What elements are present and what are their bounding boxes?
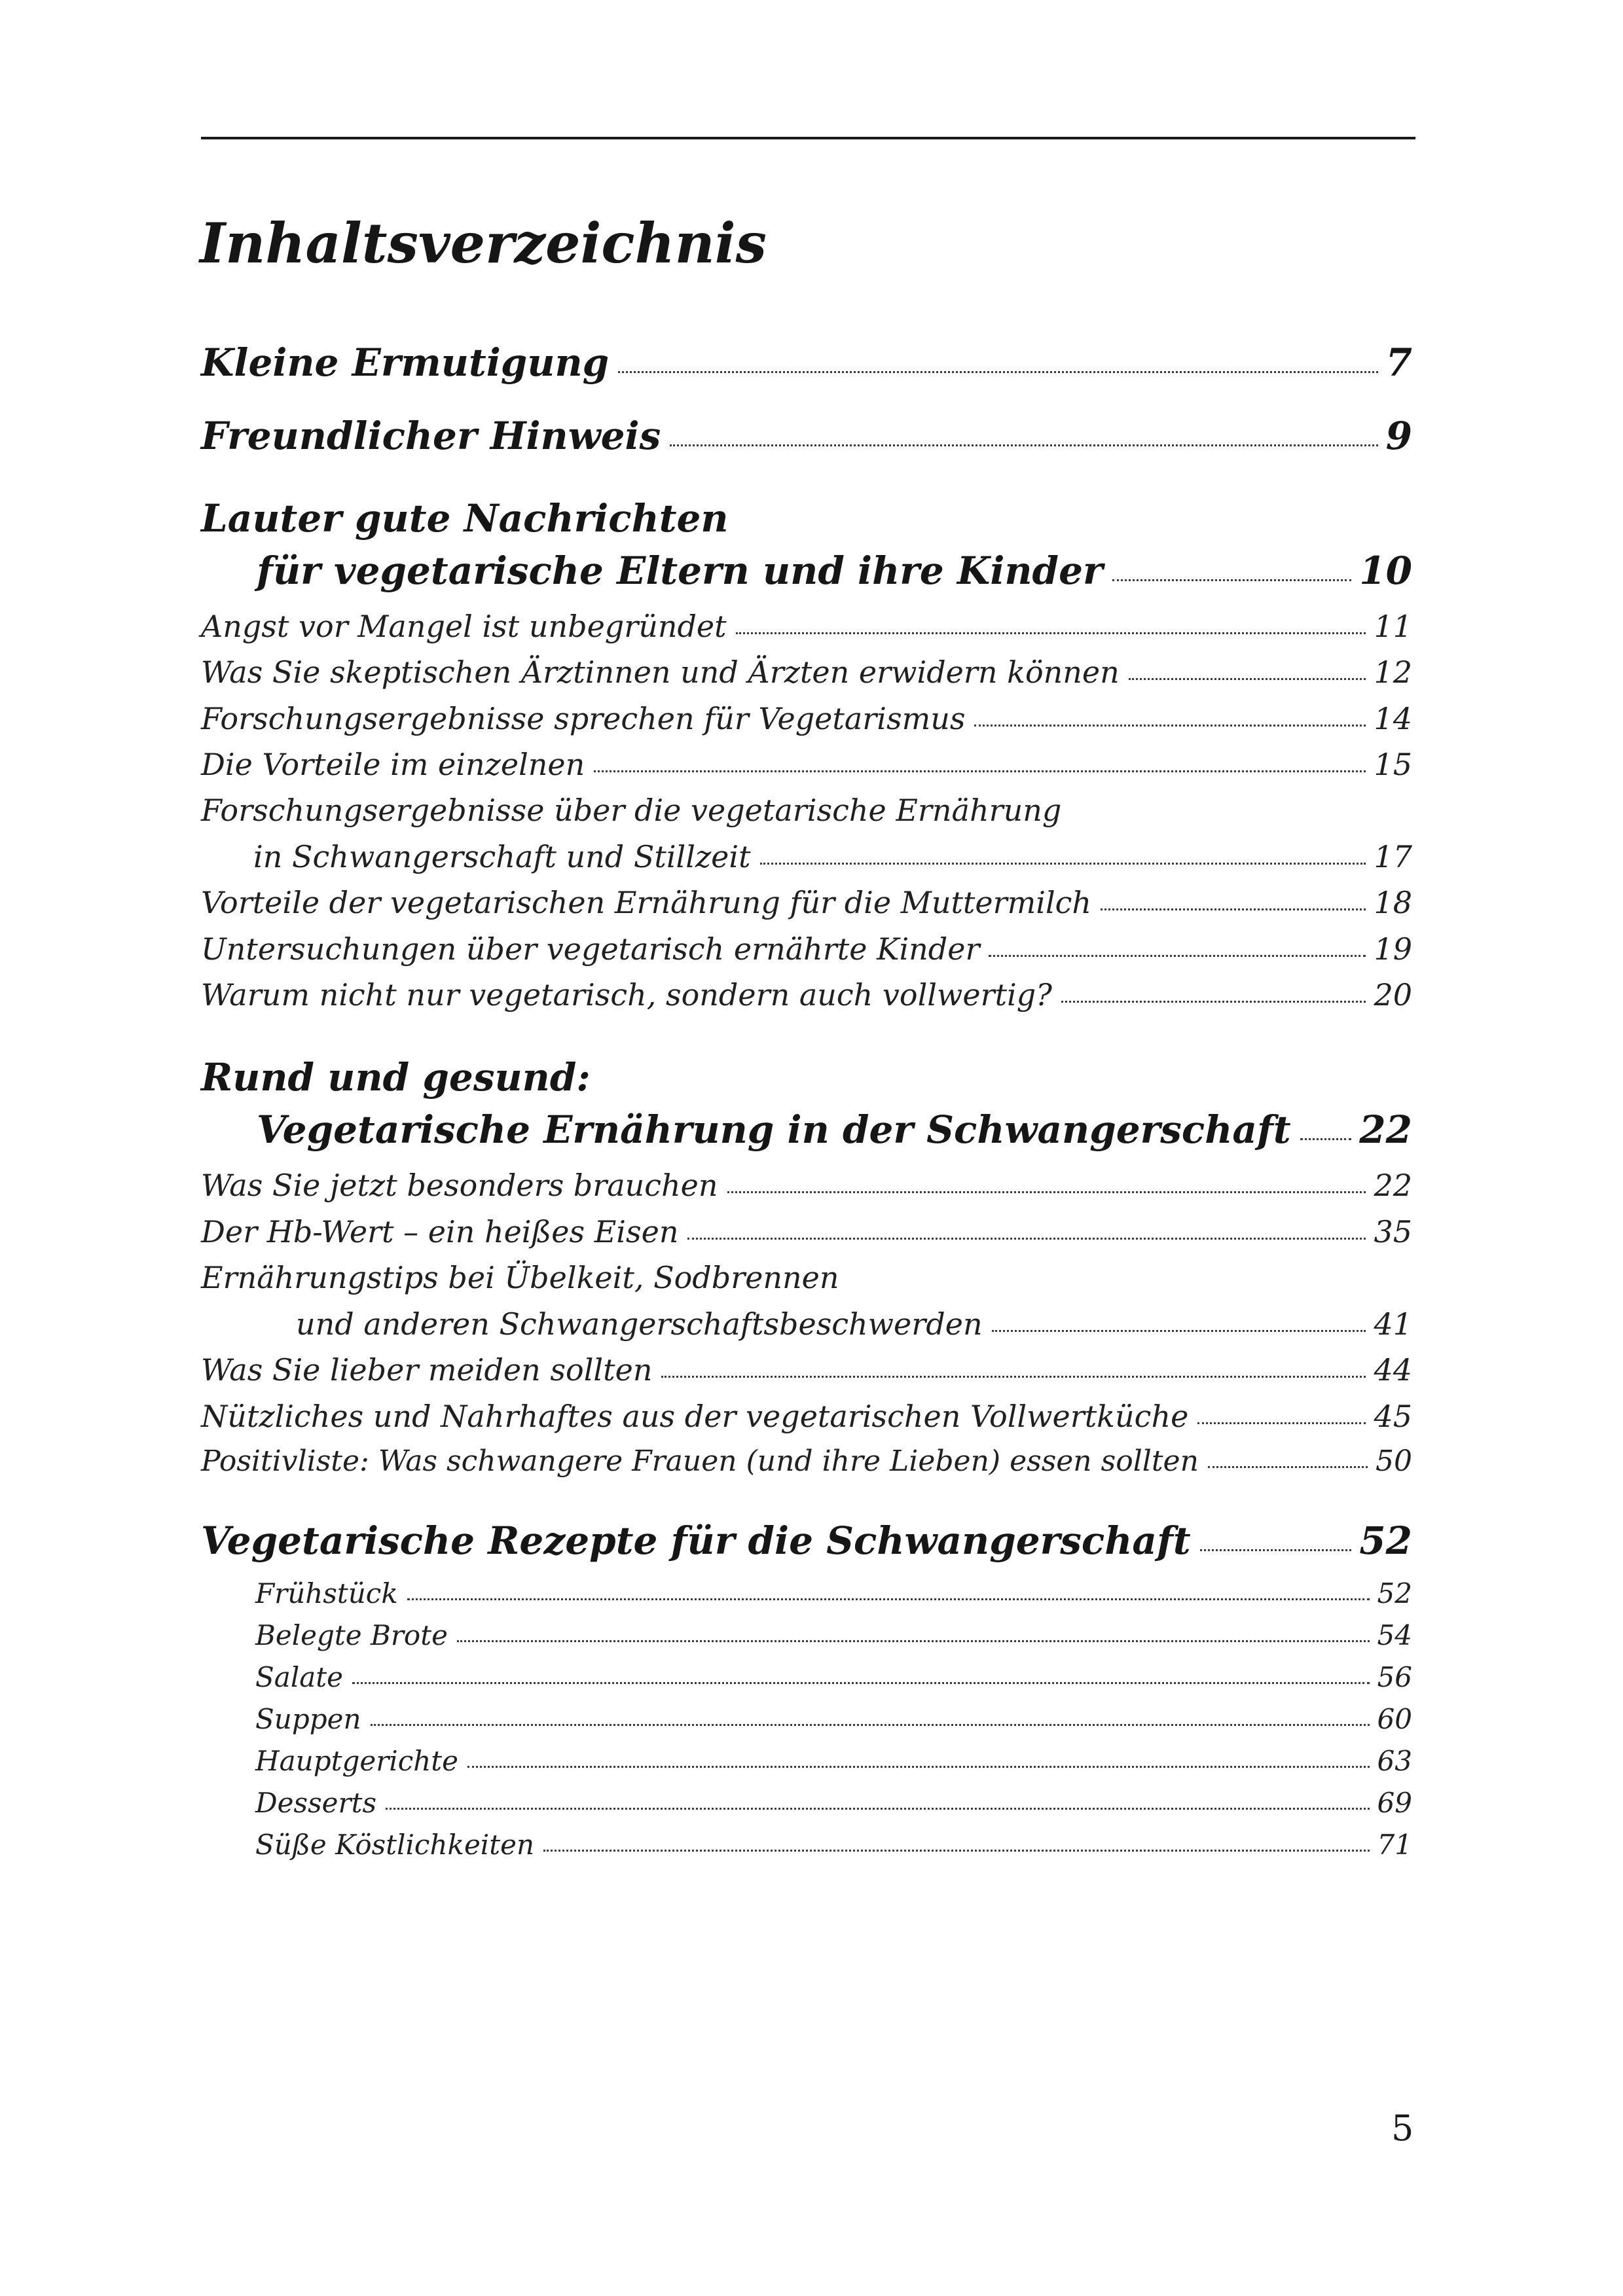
leader-dots [1129, 678, 1366, 680]
toc-entry-page: 22 [1374, 1168, 1412, 1203]
toc-entry-page: 63 [1377, 1745, 1412, 1777]
leader-dots [661, 1376, 1366, 1378]
toc-entry-title: für vegetarische Eltern und ihre Kinder [257, 548, 1103, 593]
leader-dots [760, 863, 1366, 865]
toc-entry-title: Was Sie jetzt besonders brauchen [201, 1168, 718, 1203]
page-number: 5 [1391, 2108, 1414, 2149]
leader-dots [386, 1808, 1370, 1810]
toc-entry-title: Ernährungstips bei Übelkeit, Sodbrennen [201, 1260, 839, 1295]
toc-entry[interactable] [201, 655, 1412, 690]
toc-entry-page: 60 [1377, 1703, 1412, 1735]
leader-dots [1197, 1422, 1366, 1424]
toc-entry[interactable] [255, 1745, 1412, 1777]
leader-dots [687, 1238, 1366, 1240]
toc-entry[interactable] [296, 1306, 1412, 1342]
toc-entry[interactable] [201, 701, 1412, 736]
toc-entry-title: Der Hb-Wert – ein heißes Eisen [201, 1214, 679, 1249]
toc-entry-page: 22 [1359, 1107, 1412, 1152]
toc-entry-title: in Schwangerschaft und Stillzeit [253, 839, 751, 874]
leader-dots [543, 1850, 1370, 1852]
leader-dots [1101, 908, 1366, 910]
toc-entry[interactable] [201, 931, 1412, 967]
toc-entry[interactable] [255, 1703, 1412, 1735]
toc-entry-title: Süße Köstlichkeiten [255, 1829, 535, 1861]
toc-entry[interactable] [255, 1829, 1412, 1861]
leader-dots [407, 1598, 1370, 1600]
toc-entry[interactable] [255, 1619, 1412, 1651]
toc-entry-page: 10 [1359, 548, 1412, 593]
toc-entry-page: 56 [1377, 1661, 1412, 1693]
leader-dots [352, 1682, 1370, 1684]
toc-chapter-heading [201, 496, 1412, 541]
toc-entry-page: 7 [1385, 340, 1412, 385]
toc-entry-title: Nützliches und Nahrhaftes aus der vegetarischen Vollwertküche [201, 1399, 1189, 1434]
toc-entry-page: 71 [1377, 1829, 1412, 1861]
toc-entry[interactable] [201, 977, 1412, 1013]
leader-dots [1300, 1138, 1352, 1140]
leader-dots [992, 1330, 1366, 1332]
toc-entry[interactable] [257, 1107, 1412, 1152]
toc-entry-title: Forschungsergebnisse über die vegetarische Ernährung [201, 793, 1062, 828]
toc-entry[interactable] [201, 1352, 1412, 1388]
toc-entry[interactable] [201, 1444, 1412, 1478]
toc-entry[interactable] [255, 1661, 1412, 1693]
toc-entry-title: Warum nicht nur vegetarisch, sondern auch vollwertig? [201, 977, 1052, 1013]
leader-dots [1208, 1466, 1368, 1468]
toc-entry-title: Positivliste: Was schwangere Frauen (und ihre Lieben) essen sollten [201, 1444, 1199, 1478]
toc-entry-title: Frühstück [255, 1577, 398, 1609]
toc-entry-title: Vorteile der vegetarischen Ernährung für die Muttermilch [201, 885, 1092, 920]
toc-entry-title: Salate [255, 1661, 344, 1693]
toc-entry[interactable] [201, 1214, 1412, 1249]
toc-entry-page: 12 [1374, 655, 1412, 690]
toc-entry-page: 18 [1374, 885, 1412, 920]
toc-entry-title: Desserts [255, 1787, 377, 1819]
toc-entry-title: Die Vorteile im einzelnen [201, 747, 585, 782]
toc-entry-title: Angst vor Mangel ist unbegründet [201, 609, 727, 644]
leader-dots [1061, 1001, 1366, 1003]
toc-entry-title: Untersuchungen über vegetarisch ernährte Kinder [201, 931, 980, 967]
toc-entry-page: 19 [1374, 931, 1412, 967]
toc-entry-title: Was Sie lieber meiden sollten [201, 1352, 653, 1388]
toc-entry[interactable] [201, 885, 1412, 920]
toc-entry-title: Forschungsergebnisse sprechen für Vegetarismus [201, 701, 966, 736]
toc-entry[interactable] [255, 1577, 1412, 1609]
toc-entry-page: 44 [1374, 1352, 1412, 1388]
leader-dots [1112, 579, 1352, 581]
leader-dots [371, 1724, 1370, 1726]
toc-entry-page: 41 [1374, 1306, 1412, 1342]
toc-entry-page: 9 [1385, 414, 1412, 458]
toc-entry-page: 11 [1374, 609, 1412, 644]
leader-dots [974, 725, 1366, 726]
toc-entry-title: Freundlicher Hinweis [201, 414, 661, 458]
leader-dots [989, 955, 1366, 957]
leader-dots [594, 770, 1366, 772]
toc-entry-page: 14 [1374, 701, 1412, 736]
page-title: Inhaltsverzeichnis [200, 211, 767, 276]
toc-entry[interactable] [201, 1518, 1412, 1563]
toc-entry[interactable] [201, 1399, 1412, 1434]
leader-dots [670, 444, 1377, 446]
toc-entry-page: 35 [1374, 1214, 1412, 1249]
leader-dots [1200, 1549, 1352, 1551]
toc-entry[interactable] [201, 1168, 1412, 1203]
toc-entry-page: 45 [1374, 1399, 1412, 1434]
leader-dots [727, 1191, 1366, 1193]
toc-entry-title: Was Sie skeptischen Ärztinnen und Ärzten erwidern können [201, 655, 1120, 690]
toc-entry-title: Suppen [255, 1703, 361, 1735]
toc-subheading [201, 1260, 1412, 1295]
toc-entry[interactable] [201, 609, 1412, 644]
leader-dots [467, 1766, 1370, 1768]
leader-dots [457, 1640, 1370, 1642]
toc-entry-page: 69 [1377, 1787, 1412, 1819]
toc-entry[interactable] [255, 1787, 1412, 1819]
toc-entry-title: Lauter gute Nachrichten [201, 496, 729, 541]
toc-entry-page: 52 [1377, 1577, 1412, 1609]
toc-entry-title: Vegetarische Ernährung in der Schwangerschaft [257, 1107, 1291, 1152]
toc-entry[interactable] [201, 747, 1412, 782]
toc-subheading [201, 793, 1412, 828]
toc-entry-title: Vegetarische Rezepte für die Schwangerschaft [201, 1518, 1191, 1563]
toc-entry-page: 50 [1376, 1444, 1412, 1478]
toc-entry-title: Kleine Ermutigung [201, 340, 610, 385]
toc-entry[interactable] [253, 839, 1412, 874]
leader-dots [736, 632, 1366, 634]
toc-entry-page: 54 [1377, 1619, 1412, 1651]
toc-entry-page: 15 [1374, 747, 1412, 782]
toc-entry-title: Rund und gesund: [201, 1055, 591, 1100]
toc-entry-title: Belegte Brote [255, 1619, 448, 1651]
toc-chapter-heading [201, 1055, 1412, 1100]
toc-entry-page: 20 [1374, 977, 1412, 1013]
toc-entry[interactable] [201, 414, 1412, 458]
leader-dots [618, 371, 1377, 373]
toc-entry-title: und anderen Schwangerschaftsbeschwerden [296, 1306, 983, 1342]
toc-entry-page: 52 [1359, 1518, 1412, 1563]
toc-entry-title: Hauptgerichte [255, 1745, 459, 1777]
toc-entry[interactable] [257, 548, 1412, 593]
toc-entry[interactable] [201, 340, 1412, 385]
toc-entry-page: 17 [1374, 839, 1412, 874]
